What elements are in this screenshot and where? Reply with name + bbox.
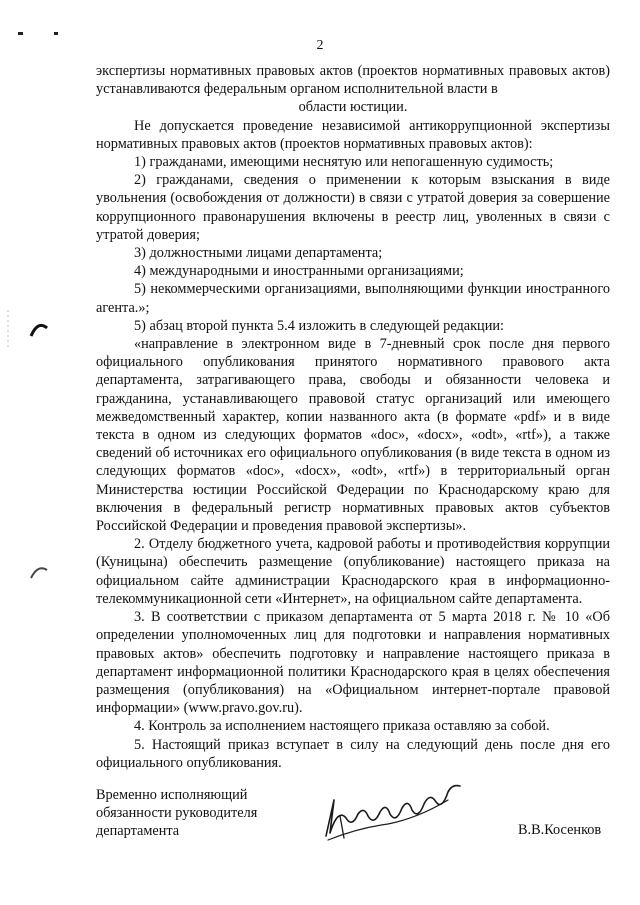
document-body [96,62,610,772]
signer-position-line-2: обязанности руководителя [96,805,258,822]
paragraph-item-3: 3. В соответствии с приказом департамента от 5 марта 2018 г. № 10 «Об определении уполномоченных лиц для подготовки и направления нормативных правовых актов» обеспечить подготовку и направление настоящего приказа в департамент информационной политики Краснодарского края в целях обеспечения размещения (опубликования) на «Официальном интернет-портале правовой информации» (www.pravo.gov.ru). [96,609,610,717]
signer-position-line-3: департамента [96,823,180,840]
punch-hole-mark-lower [28,562,50,584]
handwritten-signature [318,778,468,848]
scan-edge-mark [6,310,10,350]
list-item-3: 3) должностными лицами департамента; [134,245,383,262]
list-item-5: 5) некоммерческими организациями, выполняющими функции иностранного агента.»; [96,281,610,316]
list-item-4: 4) международными и иностранными организациями; [134,263,464,280]
paragraph-3: Не допускается проведение независимой антикоррупционной экспертизы нормативных правовых актов (проектов нормативных правовых актов): [96,117,610,152]
scan-mark-top [14,28,74,40]
paragraph-1: экспертизы нормативных правовых актов (проектов нормативных правовых актов) устанавливаются федеральным органом исполнительной власти в [96,63,610,98]
paragraph-item-2: 2. Отделу бюджетного учета, кадровой работы и противодействия коррупции (Куницына) обеспечить размещение (опубликование) настоящего приказа на официальном сайте администрации Краснодарского края в информационно-телекоммуникационной сети «Интернет», на официальном сайте департамента. [96,536,610,607]
punch-hole-mark-upper [28,318,50,340]
paragraph-2: области юстиции. [298,99,408,116]
paragraph-item-4: 4. Контроль за исполнением настоящего приказа оставляю за собой. [134,718,550,735]
paragraph-item-5: 5. Настоящий приказ вступает в силу на следующий день после дня его официального опубликования. [96,736,610,771]
page-number: 2 [316,38,324,53]
signer-position [96,786,257,841]
paragraph-amendment: 5) абзац второй пункта 5.4 изложить в следующей редакции: [134,317,504,334]
signer-position-line-1: Временно исполняющий [96,787,248,803]
signer-name: В.В.Косенков [518,822,602,838]
paragraph-quoted-text: «направление в электронном виде в 7-дневный срок после дня первого официального опубликования принятого нормативного правового акта департамента, затрагивающего права, свободы и обязанности человека и гражданина, устанавливающего правовой статус организаций или имеющего межведомственный характер, копии названного акта (в формате «pdf» и в виде текста в одном из следующих форматов «doc», «docx», «odt», «rtf»), а также сведений об источниках его официального опубликования (в виде текста в одном из следующих форматов «doc», «docx», «odt», «rtf») в территориальный орган Министерства юстиции Российской Федерации по Краснодарскому краю для включения в федеральный регистр нормативных правовых актов субъектов Российской Федерации и проведения правовой экспертизы». [96,336,610,535]
list-item-1: 1) гражданами, имеющими неснятую или непогашенную судимость; [134,154,554,171]
list-item-2: 2) гражданами, сведения о применении к которым взыскания в виде увольнения (освобождения от должности) в связи с утратой доверия за совершение коррупционного правонарушения включены в реестр лиц, уволенных в связи с утратой доверия; [96,172,610,243]
